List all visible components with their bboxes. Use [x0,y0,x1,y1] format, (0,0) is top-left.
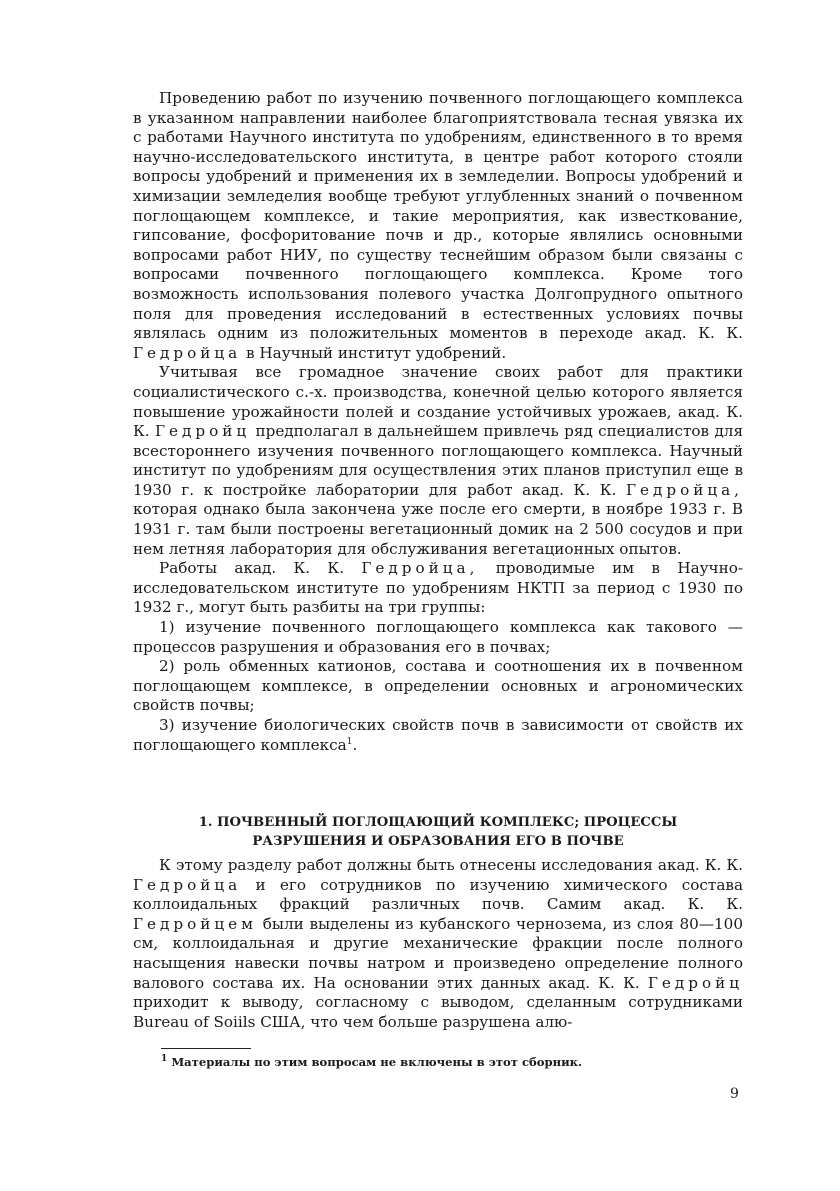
spaced-name: Гедройца [133,875,242,894]
text-run: Проведению работ по изучению почвенного поглощающего комплекса в указанном направлении наиболее благоприятствовала тесная увязка их с работами Научного института по удобрениям, единственного в то время научно-исследовательского института, в центре работ которого стояли вопросы удобрений и применения их в земледелии. Вопросы удобрений и химизации земледелия вообще требуют углубленных знаний о почвенном поглощающем комплексе, и такие мероприятия, как известкование, гипсование, фосфоритование почв и др., которые являлись основными вопросами работ НИУ, по существу теснейшим образом были связаны с вопросами почвенного поглощающего комплекса. Кроме того возможность использования полевого участка Долгопрудного опытного поля для проведения исследований в естественных условиях почвы являлась одним из положительных моментов в переходе акад. К. К. [133,89,743,343]
text-run: которая однако была закончена уже после его смерти, в ноябре 1933 г. В 1931 г. там были построены вегетационный домик на 2 500 сосудов и при нем летняя лаборатория для обслуживания вегетационных опытов. [133,500,743,558]
text-run: приходит к выводу, согласному с выводом, сделанным сотрудниками Bureau of Soiils США, что чем больше разрушена алю- [133,993,743,1031]
page-number: 9 [730,1086,739,1102]
body-text [133,89,743,755]
footnote-ref: 1 [346,736,353,747]
footnote [161,1054,721,1070]
footnote-text: Материалы по этим вопросам не включены в этот сборник. [171,1055,583,1069]
spaced-name: Гедройц [647,973,744,992]
list-item-2: 2) роль обменных катионов, состава и соотношения их в почвенном поглощающем комплексе, в определении основных и агрономических свойств почвы; [133,657,743,715]
spaced-name: Гедройца, [625,480,744,499]
section-heading [133,813,743,851]
text-run: 3) изучение биологических свойств почв в зависимости от свойств их поглощающего комплекса [133,716,743,754]
text-run: и его сотрудников по изучению химического состава коллоидальных фракций различных почв. Самим акад. К. К. [133,875,743,914]
spaced-name: Гедройцем [133,914,257,933]
text-run: были выделены из кубанского чернозема, из слоя 80—100 см, коллоидальная и другие механические фракции после полного насыщения навески почвы натром и произведено определение полного валового состава их. На основании этих данных акад. К. К. [133,914,743,992]
spaced-name: Гедройца, [361,559,479,578]
text-run: Работы акад. К. К. [159,559,345,578]
spaced-name: Гедройца [133,343,242,362]
text-run: проводимые им в Научно-исследовательском институте по удобрениям НКТП за период с 1930 по 1932 г., могут быть разбиты на три группы: [133,559,743,617]
section-body [133,856,743,1032]
text-run: Учитывая все громадное значение своих работ для практики социалистического с.-х. производства, конечной целью которого является повышение урожайности полей и создание устойчивых урожаев, акад. К. К. [133,363,743,441]
section-paragraph [133,856,743,1032]
spaced-name: Гедройц [154,422,251,441]
paragraph-3 [133,559,743,618]
footnote-mark: 1 [161,1054,168,1065]
list-item-1: 1) изучение почвенного поглощающего комплекса как такового — процессов разрушения и образования его в почвах; [133,618,743,656]
heading-line-1: 1. ПОЧВЕННЫЙ ПОГЛОЩАЮЩИЙ КОМПЛЕКС; ПРОЦЕССЫ [198,815,678,830]
text-run: в Научный институт удобрений. [246,343,507,362]
text-run: . [352,735,358,754]
paragraph-1 [133,89,743,363]
list-item-3 [133,716,743,755]
heading-line-2: РАЗРУШЕНИЯ И ОБРАЗОВАНИЯ ЕГО В ПОЧВЕ [252,834,624,849]
paragraph-2 [133,363,743,559]
text-run: К этому разделу работ должны быть отнесены исследования акад. К. К. [159,856,743,874]
footnote-divider [161,1048,251,1049]
text-run: предполагал в дальнейшем привлечь ряд специалистов для всестороннего изучения почвенного поглощающего комплекса. Научный институт по удобрениям для осуществления этих планов приступил еще в 1930 г. к постройке лаборатории для работ акад. К. К. [133,422,744,499]
